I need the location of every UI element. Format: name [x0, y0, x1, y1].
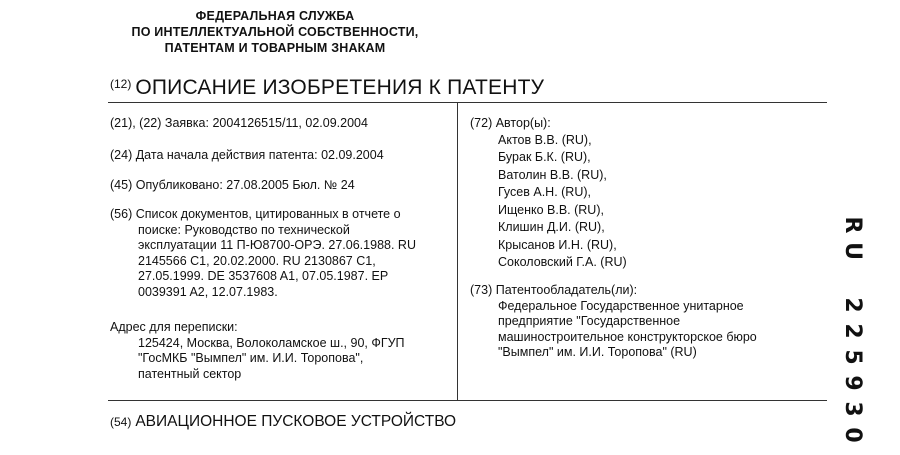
published-text: Опубликовано: 27.08.2005 Бюл. № 24	[135, 178, 355, 192]
number-digit: 9	[840, 375, 865, 391]
authors-list	[470, 132, 627, 272]
holder-line-3: машиностроительное конструкторское бюро	[498, 329, 757, 344]
country-char: U	[840, 242, 865, 260]
address-line-3: патентный сектор	[138, 366, 242, 381]
cited-line-6: 0039391 A2, 12.07.1983.	[138, 284, 278, 299]
cited-line-1: Список документов, цитированных в отчете о	[135, 207, 401, 221]
published-field	[110, 178, 355, 194]
address-line-2: "ГосМКБ "Вымпел" им. И.И. Торопова",	[138, 351, 364, 365]
invention-title	[110, 413, 456, 431]
agency-line-1: ФЕДЕРАЛЬНАЯ СЛУЖБА	[195, 9, 355, 23]
number-digit: 0	[840, 427, 865, 443]
start-date-label: Дата начала действия патента:	[135, 148, 318, 162]
agency-name	[60, 8, 490, 56]
patent-holder-field	[470, 283, 757, 361]
authors-label: Автор(ы):	[495, 116, 551, 130]
bottom-divider	[108, 400, 827, 401]
holder-line-1: Федеральное Государственное унитарное	[498, 298, 744, 313]
author-name: Ватолин В.В. (RU),	[498, 167, 607, 182]
authors-field	[470, 116, 627, 272]
number-digit: 3	[840, 401, 865, 417]
cited-line-5: 27.05.1999. DE 3537608 A1, 07.05.1987. EP	[138, 269, 389, 283]
cited-line-2: поиске: Руководство по технической	[138, 222, 350, 237]
number-digit: 2	[840, 323, 865, 339]
document-title	[110, 76, 544, 100]
document-title-text: ОПИСАНИЕ ИЗОБРЕТЕНИЯ К ПАТЕНТУ	[135, 76, 545, 99]
cited-line-3: эксплуатации 11 П-Ю8700-ОРЭ. 27.06.1988. RU	[138, 238, 416, 252]
address-line-1: 125424, Москва, Волоколамское ш., 90, ФГУП	[138, 335, 405, 350]
application-code: (21), (22)	[110, 116, 162, 130]
application-label: Заявка:	[164, 116, 209, 130]
holder-label: Патентообладатель(ли):	[495, 283, 638, 297]
agency-line-2: ПО ИНТЕЛЛЕКТУАЛЬНОЙ СОБСТВЕННОСТИ,	[131, 25, 419, 39]
country-char: R	[840, 216, 865, 234]
number-digit: 2	[840, 297, 865, 313]
start-date-field	[110, 148, 384, 164]
author-name: Гусев А.Н. (RU),	[498, 185, 591, 199]
number-digit: 5	[840, 349, 865, 365]
author-name: Ищенко В.В. (RU),	[498, 202, 604, 217]
author-name: Актов В.В. (RU),	[498, 132, 592, 147]
author-name: Бурак Б.К. (RU),	[498, 150, 591, 164]
author-name: Соколовский Г.А. (RU)	[498, 255, 627, 269]
address-label: Адрес для переписки:	[110, 320, 238, 334]
cited-code: (56)	[110, 207, 133, 221]
title-divider	[108, 102, 827, 103]
holder-line-4: "Вымпел" им. И.И. Торопова" (RU)	[498, 345, 697, 359]
application-value: 2004126515/11, 02.09.2004	[212, 116, 368, 130]
invention-title-code: (54)	[110, 415, 132, 429]
start-date-value: 02.09.2004	[321, 148, 384, 162]
authors-code: (72)	[470, 116, 493, 130]
start-date-code: (24)	[110, 148, 133, 162]
cited-line-4: 2145566 C1, 20.02.2000. RU 2130867 C1,	[138, 253, 376, 268]
patent-number-vertical	[832, 212, 872, 448]
document-title-code: (12)	[110, 77, 132, 91]
invention-title-text: АВИАЦИОННОЕ ПУСКОВОЕ УСТРОЙСТВО	[135, 413, 457, 430]
cited-documents	[110, 207, 416, 300]
published-code: (45)	[110, 178, 133, 192]
application-field	[110, 116, 368, 132]
correspondence-address	[110, 320, 405, 382]
author-name: Крысанов И.Н. (RU),	[498, 237, 617, 252]
author-name: Клишин Д.И. (RU),	[498, 220, 605, 234]
holder-line-2: предприятие "Государственное	[498, 314, 681, 328]
agency-line-3: ПАТЕНТАМ И ТОВАРНЫМ ЗНАКАМ	[164, 41, 386, 55]
holder-code: (73)	[470, 283, 493, 297]
column-divider	[457, 103, 458, 400]
